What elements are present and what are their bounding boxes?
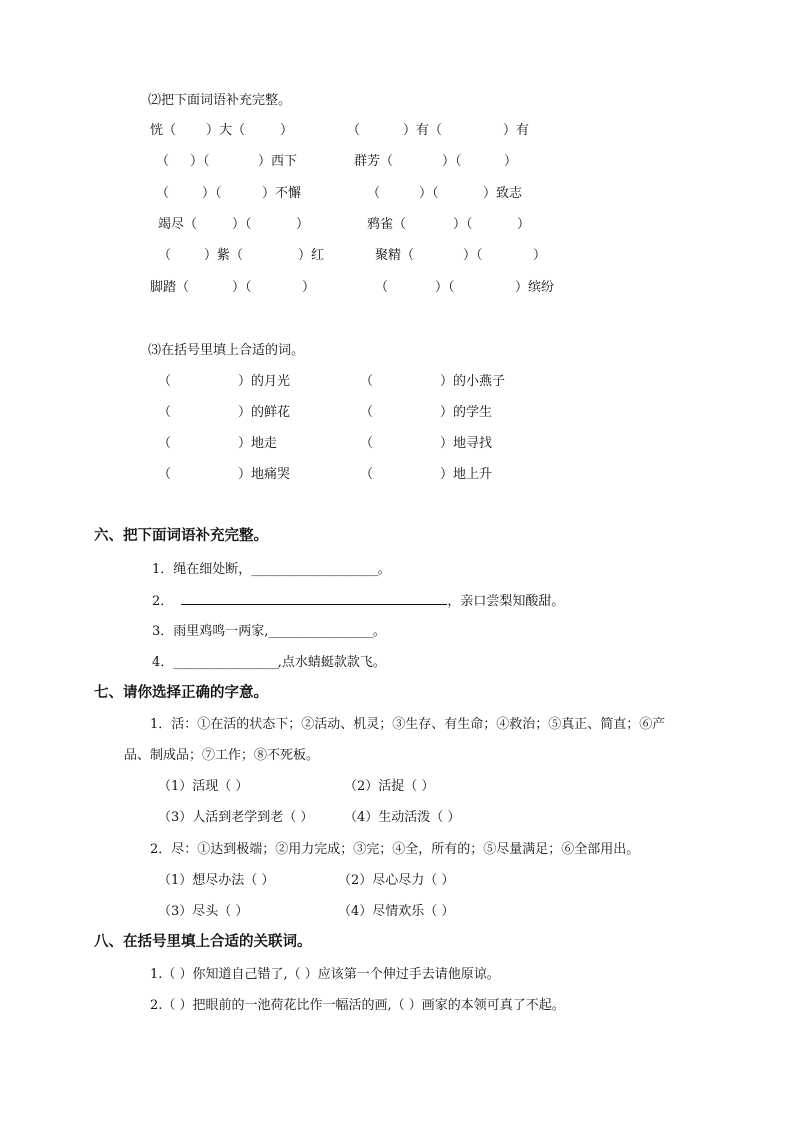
section8-heading: 八、在括号里填上合适的关联词。 xyxy=(94,934,312,950)
answer-blank[interactable] xyxy=(181,592,447,605)
part3-heading: ⑶在括号里填上合适的词。 xyxy=(148,343,305,358)
choice-item: （3）人活到老学到老（ ） xyxy=(158,810,314,825)
choice-item: （1）活现（ ） xyxy=(158,779,249,794)
section8-q2: 2.（ ）把眼前的一池荷花比作一幅活的画,（ ）画家的本领可真了不起。 xyxy=(150,998,565,1013)
part2-heading: ⑵把下面词语补充完整。 xyxy=(148,93,292,108)
choice-item: （3）尽头（ ） xyxy=(158,904,249,919)
choice-item: （4）尽情欢乐（ ） xyxy=(338,904,455,919)
fill-row: （ ）的鲜花 （ ）的学生 xyxy=(158,405,493,420)
choice-item: （1）想尽办法（ ） xyxy=(158,873,275,888)
fill-row: （ ）地走 （ ）地寻找 xyxy=(158,436,493,451)
fill-row: （ ）地痛哭 （ ）地上升 xyxy=(158,467,493,482)
section7-q1-definition: 1．活：①在活的状态下；②活动、机灵；③生存、有生命；④救治；⑤真正、简直；⑥产 xyxy=(150,717,666,732)
fill-row: （ ）的月光 （ ）的小燕子 xyxy=(158,374,506,389)
section6-q1: 1．绳在细处断，_______________________。 xyxy=(152,562,391,577)
section7-heading: 七、请你选择正确的字意。 xyxy=(94,685,268,701)
section6-q4: 4．___________________,点水蜻蜓款款飞。 xyxy=(152,655,386,670)
section6-q3: 3．雨里鸡鸣一两家,___________________。 xyxy=(152,624,386,639)
section8-q1: 1.（ ）你知道自己错了,（ ）应该第一个伸过手去请他原谅。 xyxy=(150,967,500,982)
section6-q2: 2． ，亲口尝梨知酸甜。 xyxy=(152,594,565,609)
choice-item: （2）尽心尽力（ ） xyxy=(338,873,455,888)
choice-item: （4）生动活泼（ ） xyxy=(344,810,461,825)
section7-q2-definition: 2．尽：①达到极端；②用力完成；③完；④全，所有的；⑤尽量满足；⑥全部用出。 xyxy=(150,842,640,857)
section6-heading: 六、把下面词语补充完整。 xyxy=(94,528,268,544)
section7-q1-definition-cont: 品、制成品；⑦工作；⑧不死板。 xyxy=(124,748,320,763)
choice-item: （2）活捉（ ） xyxy=(344,779,435,794)
